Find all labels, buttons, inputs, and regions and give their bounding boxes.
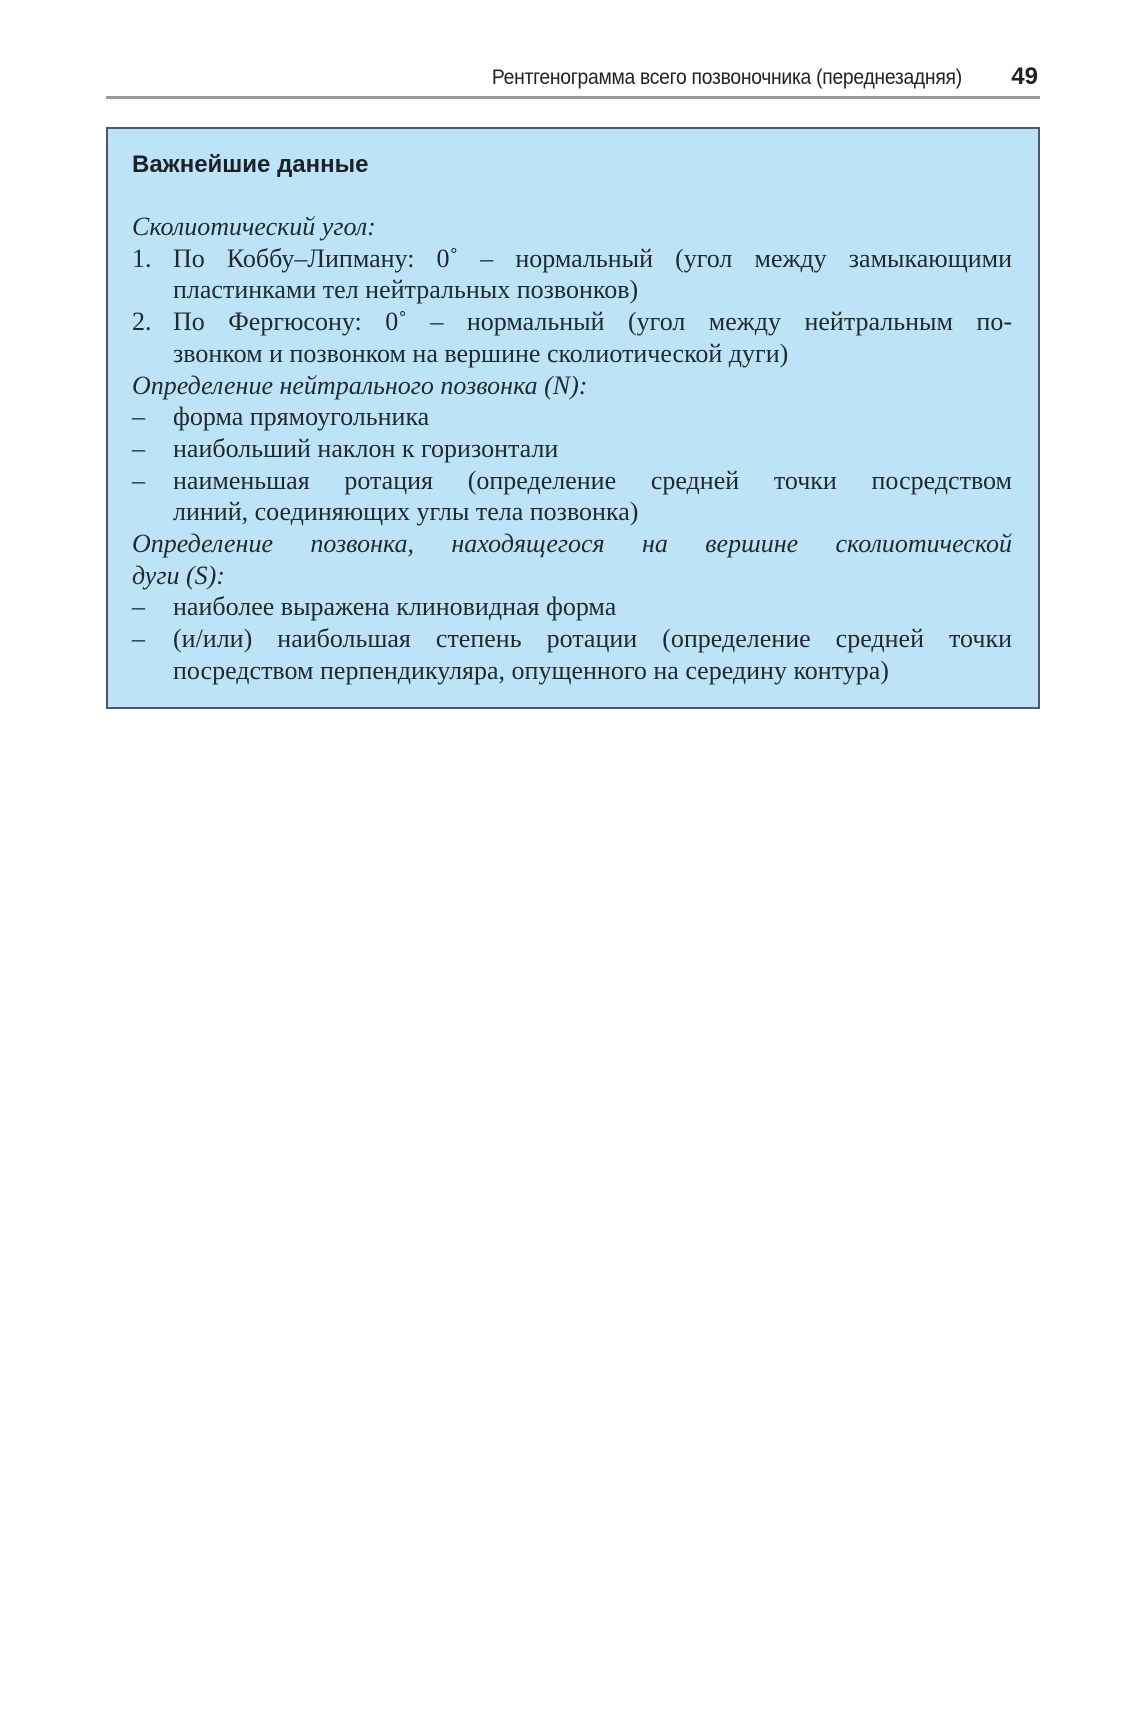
list-item-line: пластинками тел нейтральных позвонков) [173,275,639,305]
running-head [106,62,1040,99]
list-item-line: По Фергюсону: 0˚ – нормальный (угол между нейтральным по- [173,307,1012,337]
list-item-line: По Коббу–Липману: 0˚ – нормальный (угол между замыкающими [173,243,1012,273]
box-content [132,211,1012,687]
list-item [132,306,1012,369]
section-heading-apex-vertebra-cont: дуги (S): [132,560,225,590]
list-item-line: форма прямоугольника [173,402,430,432]
list-marker: 1. [132,243,152,273]
list-item-line: линий, соединяющих углы тела позвонка) [173,497,639,527]
section-heading-apex-vertebra: Определение позвонка, находящегося на вершине сколиотической [132,529,1012,559]
list-marker: – [132,592,145,622]
list-marker: 2. [132,307,152,337]
list-item-line: наименьшая ротация (определение средней точки посредством [173,465,1012,495]
box-title: Важнейшие данные [132,151,369,178]
list-item [132,401,1012,433]
list-item-line: (и/или) наибольшая степень ротации (определение средней точки [173,624,1012,654]
list-marker: – [132,402,145,432]
list-marker: – [132,624,145,654]
list-item [132,623,1012,686]
list-item-line: наибольший наклон к горизонтали [173,433,559,463]
list-item-line: посредством перпендикуляра, опущенного на середину контура) [173,655,889,685]
key-data-box [106,127,1040,709]
list-item [132,243,1012,306]
section-heading-neutral-vertebra: Определение нейтрального позвонка (N): [132,370,588,400]
list-item [132,465,1012,528]
page-number: 49 [1011,63,1038,90]
list-marker: – [132,465,145,495]
list-item-line: наиболее выражена клиновидная форма [173,592,617,622]
list-marker: – [132,433,145,463]
list-item [132,591,1012,623]
running-head-title: Рентгенограмма всего позвоночника (переднезадняя) [492,66,962,89]
section-heading-scoliotic-angle: Сколиотический угол: [132,212,376,241]
list-item [132,433,1012,465]
list-item-line: звонком и позвонком на вершине сколиотической дуги) [173,338,789,368]
